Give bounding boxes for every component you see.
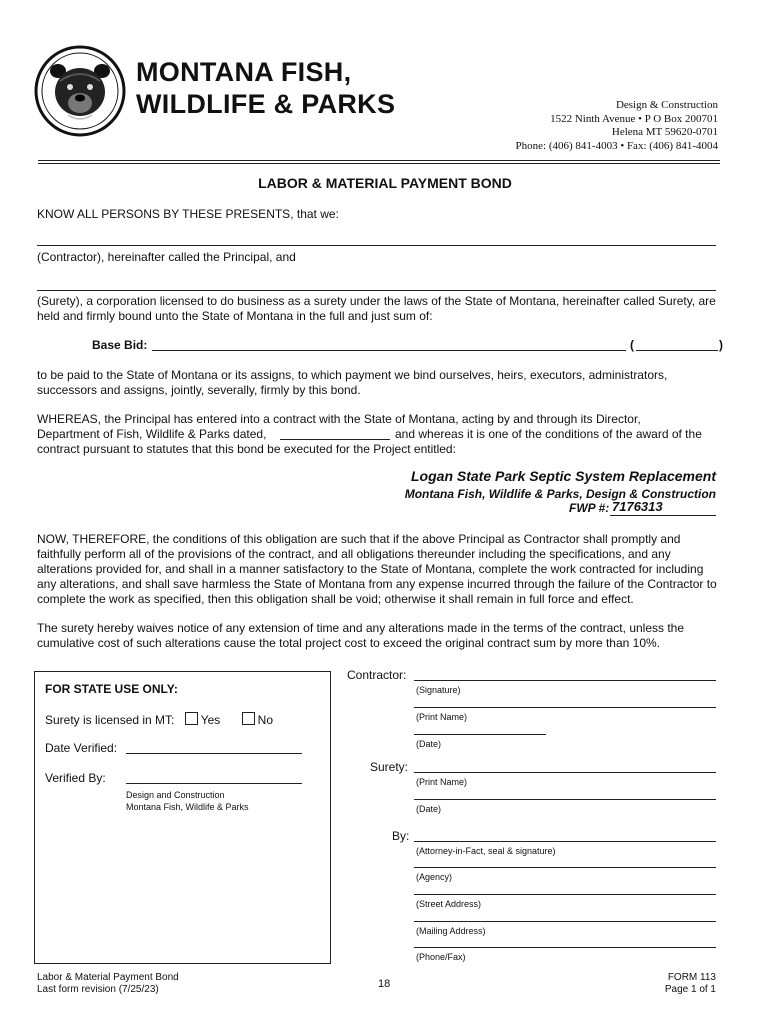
fwp-number-line: [610, 515, 716, 516]
surety-name-line[interactable]: [37, 290, 716, 291]
licensed-row: [45, 712, 273, 728]
project-name: Logan State Park Septic System Replacement: [411, 468, 716, 484]
signature-caption: (Signature): [416, 685, 461, 695]
phone-line[interactable]: [414, 947, 716, 948]
surety-date-line[interactable]: [414, 799, 716, 800]
footer-right: FORM 113 Page 1 of 1: [664, 972, 716, 995]
licensed-label: Surety is licensed in MT:: [45, 713, 175, 727]
street-line[interactable]: [414, 894, 716, 895]
surety-date-caption: (Date): [416, 804, 442, 814]
grizzly-bear-logo-icon: [34, 45, 126, 137]
office-address: Design & Construction 1522 Ninth Avenue • P O Box 200701 Helena MT 59620-0701 Phone: (406) 841-4003 • Fax: (406) 841-4004: [515, 99, 718, 152]
surety-line-text: (Surety), a corporation licensed to do business as a surety under the laws of the State of Montana, hereinafter called Surety, are held and firmly bound unto the State of Montana in the full and just sum of:: [37, 294, 716, 323]
contractor-date-line[interactable]: [414, 734, 546, 735]
yes-label: Yes: [200, 713, 221, 727]
header-rule-2: [38, 163, 720, 164]
mailing-caption: (Mailing Address): [416, 926, 486, 936]
by-label: By:: [392, 829, 410, 843]
contractor-signature-line[interactable]: [414, 680, 716, 681]
know-all-text: KNOW ALL PERSONS BY THESE PRESENTS, that we:: [37, 207, 339, 221]
paid-text: to be paid to the State of Montana or its assigns, to which payment we bind ourselves, heirs, executors, administrators, successors and assigns, jointly, severally, firmly by this bond.: [37, 368, 668, 397]
phone-caption: (Phone/Fax): [416, 952, 466, 962]
surety-label: Surety:: [370, 760, 409, 774]
no-label: No: [257, 713, 273, 727]
page-number: 18: [378, 978, 391, 990]
whereas-line-2a: Department of Fish, Wildlife & Parks dated,: [37, 427, 267, 441]
base-bid-label: Base Bid:: [92, 338, 148, 352]
contractor-label: Contractor:: [347, 668, 407, 682]
base-bid-close-paren: ): [719, 338, 723, 352]
surety-print-name-line[interactable]: [414, 772, 716, 773]
attorney-line[interactable]: [414, 841, 716, 842]
base-bid-open-paren: (: [630, 338, 634, 352]
base-bid-amount-line[interactable]: [636, 350, 718, 351]
attorney-caption: (Attorney-in-Fact, seal & signature): [416, 846, 556, 856]
org-name: MONTANA FISH, WILDLIFE & PARKS: [136, 57, 396, 119]
mailing-line[interactable]: [414, 921, 716, 922]
whereas-line-3: contract pursuant to statutes that this bond be executed for the Project entitled:: [37, 442, 456, 456]
contract-date-line[interactable]: [280, 439, 390, 440]
print-name-caption: (Print Name): [416, 712, 468, 722]
date-caption: (Date): [416, 739, 442, 749]
whereas-line-1: WHEREAS, the Principal has entered into a contract with the State of Montana, acting by and through its Director,: [37, 412, 641, 426]
fwp-label: FWP #:: [569, 501, 610, 515]
now-therefore-text: NOW, THEREFORE, the conditions of this obligation are such that if the above Principal as Contractor shall promptly and faithfully perform all of the provisions of the contract, and all obligations thereunder including the specifications, and any alterations provided for, and shall in a manner satisfactory to the State of Montana, complete the work contracted for including any alterations, and shall save harmless the State of Montana from any expense incurred through the failure of the Contractor to complete the work as specified, then this obligation shall be void; otherwise it shall remain in full force and effect.: [37, 532, 717, 606]
date-verified-line[interactable]: [126, 753, 302, 754]
date-verified-label: Date Verified:: [45, 741, 118, 755]
contractor-name-line[interactable]: [37, 245, 716, 246]
surety-print-name-caption: (Print Name): [416, 777, 468, 787]
header-rule: [38, 160, 720, 161]
contractor-print-name-line[interactable]: [414, 707, 716, 708]
street-caption: (Street Address): [416, 899, 482, 909]
verified-by-label: Verified By:: [45, 771, 106, 785]
yes-checkbox[interactable]: [185, 712, 198, 725]
document-title: LABOR & MATERIAL PAYMENT BOND: [258, 175, 512, 191]
agency-line[interactable]: [414, 867, 716, 868]
contractor-line-text: (Contractor), hereinafter called the Principal, and: [37, 250, 296, 264]
agency-caption: (Agency): [416, 872, 453, 882]
waiver-text: The surety hereby waives notice of any extension of time and any alterations made in the terms of the contract, unless the cumulative cost of such alterations cause the total project cost to exceed the original contract sum by more than 10%.: [37, 621, 685, 650]
fwp-number: 7176313: [612, 499, 663, 514]
whereas-line-2b: and whereas it is one of the conditions of the award of the: [395, 427, 702, 441]
footer-left: Labor & Material Payment Bond Last form revision (7/25/23): [37, 972, 179, 995]
verified-by-line[interactable]: [126, 783, 302, 784]
state-dept: Design and Construction Montana Fish, Wildlife & Parks: [126, 790, 249, 812]
base-bid-words-line[interactable]: [152, 350, 626, 351]
state-use-heading: FOR STATE USE ONLY:: [45, 682, 178, 696]
no-checkbox[interactable]: [242, 712, 255, 725]
project-agency: Montana Fish, Wildlife & Parks, Design & Construction: [404, 487, 716, 501]
